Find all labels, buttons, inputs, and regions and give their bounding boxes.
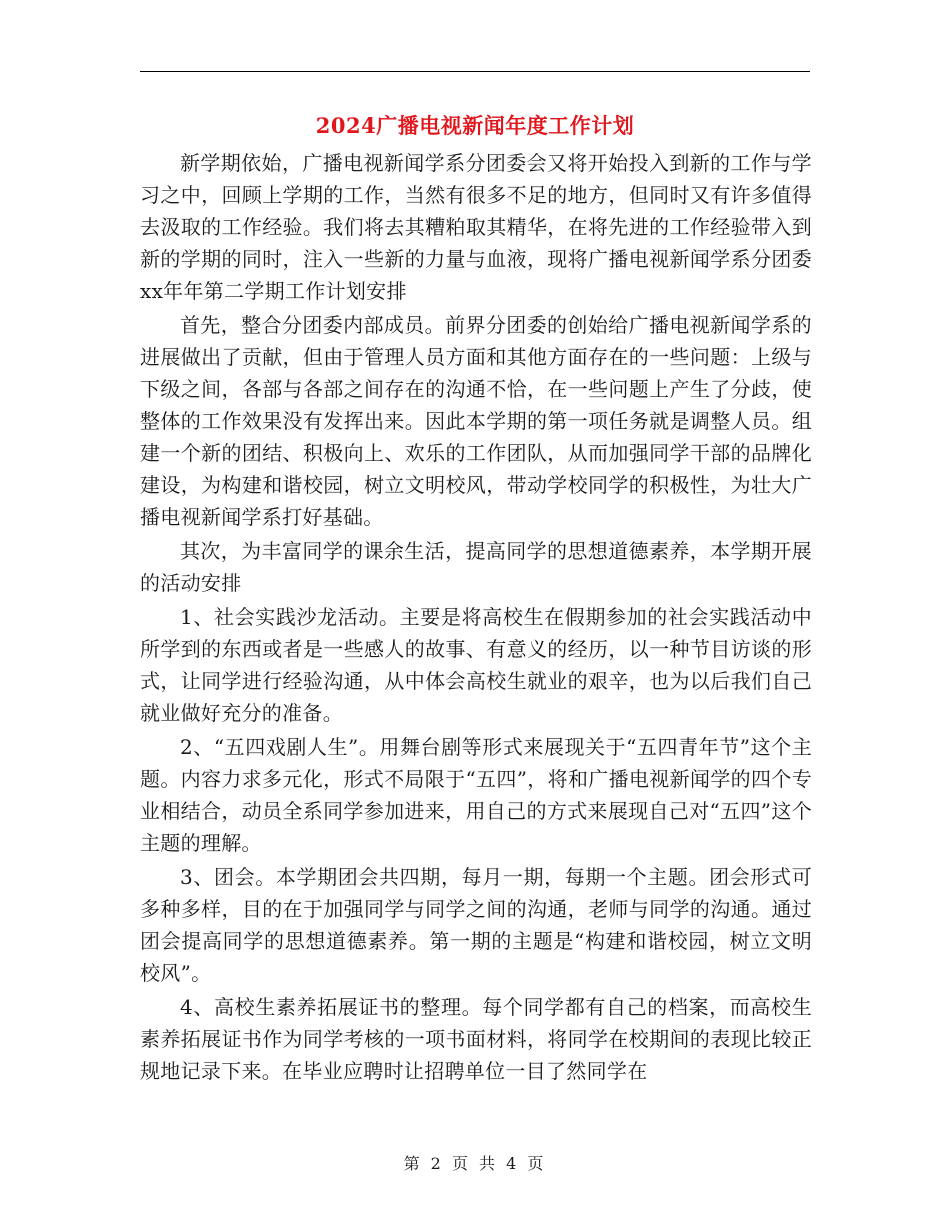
paragraph-item-4: 4、高校生素养拓展证书的整理。每个同学都有自己的档案，而高校生素养拓展证书作为同学考核的一项书面材料，将同学在校期间的表现比较正规地记录下来。在毕业应聘时让招聘单位一目了然同学在: [140, 995, 812, 1083]
paragraph-intro: 新学期依始，广播电视新闻学系分团委会又将开始投入到新的工作与学习之中，回顾上学期的工作，当然有很多不足的地方，但同时又有许多值得去汲取的工作经验。我们将去其糟粕取其精华，在将先进的工作经验带入到新的学期的同时，注入一些新的力量与血液，现将广播电视新闻学系分团委xx年年第二学期工作计划安排: [140, 151, 812, 303]
header-rule: [140, 71, 810, 72]
paragraph-second: 其次，为丰富同学的课余生活，提高同学的思想道德素养，本学期开展的活动安排: [140, 539, 812, 595]
document-body: [140, 147, 812, 1087]
paragraph-item-3: 3、团会。本学期团会共四期，每月一期，每期一个主题。团会形式可多种多样，目的在于加强同学与同学之间的沟通，老师与同学的沟通。通过团会提高同学的思想道德素养。第一期的主题是“构建和谐校园，树立文明校风”。: [140, 865, 812, 985]
page-number-footer: 第 2 页 共 4 页: [403, 1154, 547, 1173]
paragraph-item-1: 1、社会实践沙龙活动。主要是将高校生在假期参加的社会实践活动中所学到的东西或者是一些感人的故事、有意义的经历，以一种节目访谈的形式，让同学进行经验沟通，从中体会高校生就业的艰辛，也为以后我们自己就业做好充分的准备。: [140, 605, 812, 725]
document-title: 2024广播电视新闻年度工作计划: [315, 113, 635, 138]
paragraph-first: 首先，整合分团委内部成员。前界分团委的创始给广播电视新闻学系的进展做出了贡献，但由于管理人员方面和其他方面存在的一些问题：上级与下级之间，各部与各部之间存在的沟通不恰，在一些问题上产生了分歧，使整体的工作效果没有发挥出来。因此本学期的第一项任务就是调整人员。组建一个新的团结、积极向上、欢乐的工作团队，从而加强同学干部的品牌化建设，为构建和谐校园，树立文明校风，带动学校同学的积极性，为壮大广播电视新闻学系打好基础。: [140, 313, 812, 529]
paragraph-item-2: 2、“五四戏剧人生”。用舞台剧等形式来展现关于“五四青年节”这个主题。内容力求多元化，形式不局限于“五四”，将和广播电视新闻学的四个专业相结合，动员全系同学参加进来，用自己的方式来展现自己对“五四”这个主题的理解。: [140, 735, 812, 855]
